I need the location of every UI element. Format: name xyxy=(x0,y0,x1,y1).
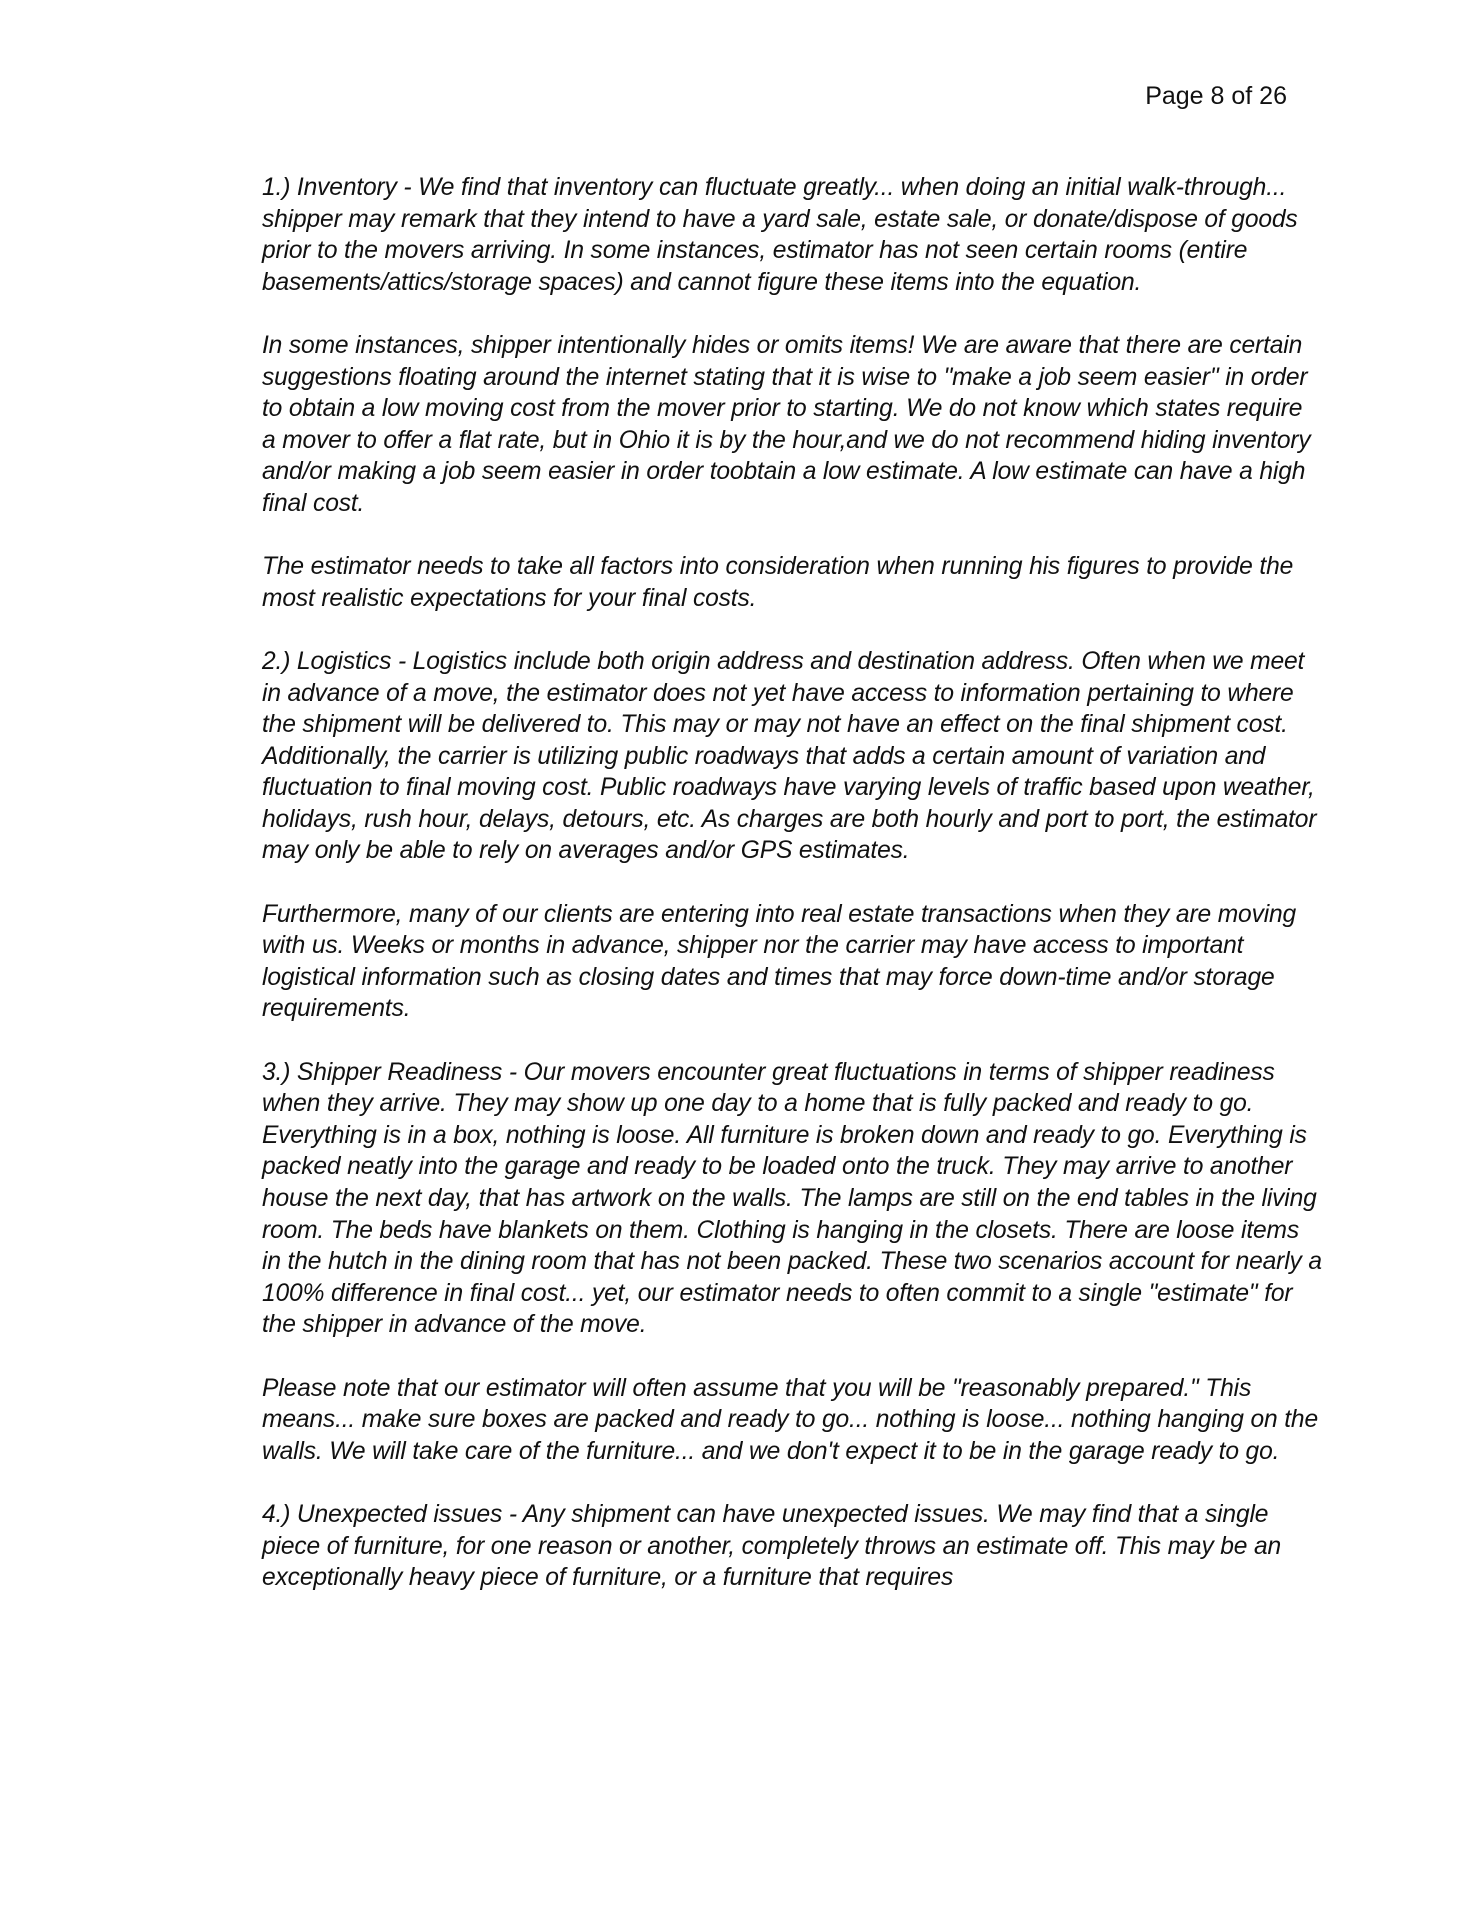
paragraph-real-estate: Furthermore, many of our clients are entering into real estate transactions when they are moving with us. Weeks or months in advance, shipper nor the carrier may have access to important logistical information such as closing dates and times that may force down-time and/or storage requirements. xyxy=(262,900,1297,1023)
page-number: Page 8 of 26 xyxy=(1145,82,1287,110)
document-body xyxy=(262,172,1322,1625)
paragraph-shipper-readiness: 3.) Shipper Readiness - Our movers encounter great fluctuations in terms of shipper readiness when they arrive. They may show up one day to a home that is fully packed and ready to go. Everything is in a box, nothing is loose. All furniture is broken down and ready to go. Everything is packed neatly into the garage and ready to be loaded onto the truck. They may arrive to another house the next day, that has artwork on the walls. The lamps are still on the end tables in the living room. The beds have blankets on them. Clothing is hanging in the closets. There are loose items in the hutch in the dining room that has not been packed. These two scenarios account for nearly a 100% difference in final cost... yet, our estimator needs to often commit to a single "estimate" for the shipper in advance of the move. xyxy=(262,1058,1322,1339)
paragraph-inventory: 1.) Inventory - We find that inventory can fluctuate greatly... when doing an initial walk-through... shipper may remark that they intend to have a yard sale, estate sale, or donate/dispose of goods prior to the movers arriving. In some instances, estimator has not seen certain rooms (entire basements/attics/storage spaces) and cannot figure these items into the equation. xyxy=(262,174,1298,296)
paragraph-reasonably-prepared: Please note that our estimator will often assume that you will be "reasonably prepared." This means... make sure boxes are packed and ready to go... nothing is loose... nothing hanging on the walls. We will take care of the furniture... and we don't expect it to be in the garage ready to go. xyxy=(262,1374,1318,1465)
paragraph-hidden-items: In some instances, shipper intentionally hides or omits items! We are aware that there are certain suggestions floating around the internet stating that it is wise to "make a job seem easier" in order to obtain a low moving cost from the mover prior to starting. We do not know which states require a mover to offer a flat rate, but in Ohio it is by the hour,and we do not recommend hiding inventory and/or making a job seem easier in order toobtain a low estimate. A low estimate can have a high final cost. xyxy=(262,331,1311,517)
paragraph-logistics: 2.) Logistics - Logistics include both origin address and destination address. Often when we meet in advance of a move, the estimator does not yet have access to information pertaining to where the shipment will be delivered to. This may or may not have an effect on the final shipment cost. Additionally, the carrier is utilizing public roadways that adds a certain amount of variation and fluctuation to final moving cost. Public roadways have varying levels of traffic based upon weather, holidays, rush hour, delays, detours, etc. As charges are both hourly and port to port, the estimator may only be able to rely on averages and/or GPS estimates. xyxy=(262,647,1317,865)
paragraph-unexpected-issues: 4.) Unexpected issues - Any shipment can have unexpected issues. We may find that a single piece of furniture, for one reason or another, completely throws an estimate off. This may be an exceptionally heavy piece of furniture, or a furniture that requires xyxy=(262,1500,1282,1592)
paragraph-estimator-factors: The estimator needs to take all factors into consideration when running his figures to provide the most realistic expectations for your final costs. xyxy=(262,553,1294,612)
